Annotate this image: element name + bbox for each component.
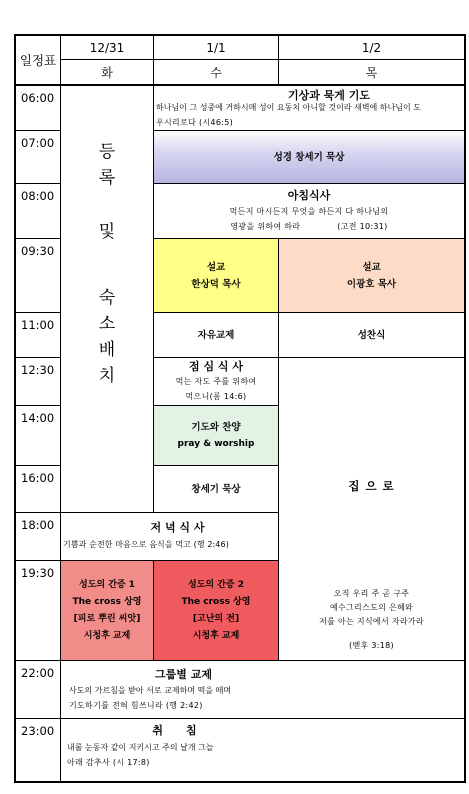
testimony1-subtitle: The cross 상영: [72, 596, 142, 607]
free-fellowship-label: 자유교제: [197, 329, 235, 341]
wakeup-block: [154, 86, 464, 130]
testimony2-bracket: [고난의 전]: [192, 613, 240, 624]
breakfast-cell: [154, 184, 464, 238]
wakeup-title: 기상과 묵게 기도: [287, 89, 371, 102]
registration-char: 소: [98, 313, 116, 334]
registration-char: 치: [98, 365, 116, 386]
lunch-line2: 먹으니(롬 14:6): [185, 392, 247, 401]
time-1930: 19:30: [21, 566, 55, 580]
sermon2-cell: [279, 239, 464, 312]
free-fellowship-cell: [154, 313, 278, 357]
time-0800: 08:00: [21, 189, 55, 203]
header-day-3: 목: [365, 65, 378, 80]
group-fellowship-line2: 기도하기를 전혀 힘쓰니라 (행 2:42): [69, 701, 203, 710]
time-2200: 22:00: [21, 666, 55, 680]
prayer-cell: [154, 406, 278, 465]
header-date-2: 1/1: [206, 40, 226, 55]
header-day-2: 수: [210, 65, 222, 80]
genesis-meditation-cell: [154, 466, 278, 512]
testimony1-bracket: [피로 뿌린 씨앗]: [73, 613, 141, 624]
time-0700: 07:00: [21, 136, 55, 150]
sleep-line2: 아래 감추사 (시 17:8): [67, 758, 150, 767]
group-fellowship-cell: [61, 661, 278, 718]
testimony1-title: 성도의 간증 1: [79, 579, 135, 590]
time-1100: 11:00: [21, 318, 55, 332]
holy-communion-label: 성찬식: [357, 329, 386, 341]
header-day-1: 화: [101, 65, 113, 80]
testimony1-after: 시청후 교제: [83, 630, 131, 641]
registration-char: 등: [98, 141, 116, 162]
time-1400: 14:00: [21, 411, 55, 425]
breakfast-line1: 먹든지 마시든지 무엇을 하든지 다 하나님의: [229, 207, 389, 216]
breakfast-title: 아침식사: [287, 189, 331, 202]
holy-communion-cell: [279, 313, 464, 357]
wakeup-line1: 하나님이 그 성중에 거하시매 성이 요동치 아니할 것이라 새벽에 하나님이 도: [156, 103, 421, 112]
homecoming-line2: 예수그리스도의 은혜와: [329, 603, 414, 612]
group-fellowship-line1: 사도의 가르침을 받아 서로 교제하며 떡을 떼며: [69, 686, 232, 695]
sermon2-speaker: 이광호 목사: [346, 278, 397, 290]
header-label: 일정표: [19, 53, 57, 68]
header-date-1: 12/31: [89, 40, 125, 55]
sermon1-title: 설교: [206, 261, 226, 273]
time-0930: 09:30: [21, 244, 55, 258]
dinner-line1: 기쁨과 순전한 마음으로 음식을 먹고 (행 2:46): [63, 540, 229, 549]
genesis-meditation-label: 창세기 묵상: [191, 483, 241, 495]
sermon2-title: 설교: [362, 261, 381, 273]
sleep-title: 취 침: [152, 724, 197, 737]
homecoming-verse: [279, 580, 464, 660]
homecoming-line3: 저를 아는 지식에서 자라가라: [319, 617, 424, 626]
lunch-line1: 먹는 자도 주를 위하여: [175, 377, 257, 386]
homecoming-title: 집 으 로: [348, 479, 395, 493]
prayer-subtitle: pray & worship: [177, 438, 255, 449]
testimony1-cell: [61, 561, 153, 660]
lunch-title: 점 심 식 사: [189, 360, 243, 373]
time-0600: 06:00: [21, 91, 55, 105]
dinner-cell: [61, 513, 278, 560]
homecoming-ref: (벧후 3:18): [349, 641, 394, 650]
testimony2-title: 성도의 간증 2: [188, 579, 244, 590]
registration-vertical: [61, 136, 153, 406]
homecoming-title-cell: [279, 460, 464, 512]
breakfast-line2: 영광을 위하여 하라 (고전 10:31): [230, 222, 388, 231]
sermon1-speaker: 한상덕 목사: [191, 278, 241, 290]
group-fellowship-title: 그룹별 교제: [155, 668, 212, 681]
testimony2-after: 시청후 교제: [192, 630, 240, 641]
bible-study-cell: [154, 131, 464, 183]
time-1600: 16:00: [21, 471, 55, 485]
homecoming-line1: 오직 우리 주 곧 구주: [333, 589, 410, 598]
time-1230: 12:30: [21, 363, 55, 377]
testimony2-cell: [154, 561, 278, 660]
registration-char: 록: [98, 167, 116, 188]
registration-char: 숙: [98, 287, 116, 308]
lunch-cell: [154, 358, 278, 405]
border-outer-bottom: [14, 781, 466, 783]
sleep-line1: 내룰 눈동자 같이 지키시고 주의 날개 그늘: [67, 743, 214, 752]
sleep-cell: [61, 719, 278, 781]
border-outer-right: [464, 34, 466, 783]
bible-study-label: 성경 창세기 묵상: [273, 151, 345, 163]
dinner-title: 저 녁 식 사: [150, 521, 205, 534]
registration-char: 및: [98, 221, 116, 242]
registration-char: 배: [98, 339, 116, 360]
testimony2-subtitle: The cross 상영: [181, 596, 251, 607]
prayer-title: 기도와 찬양: [191, 421, 241, 433]
sermon1-cell: [154, 239, 278, 312]
header-date-3: 1/2: [361, 40, 382, 55]
time-1800: 18:00: [21, 518, 55, 532]
wakeup-line2: 우시리로다 (시46:5): [156, 118, 234, 127]
time-2300: 23:00: [21, 724, 55, 738]
